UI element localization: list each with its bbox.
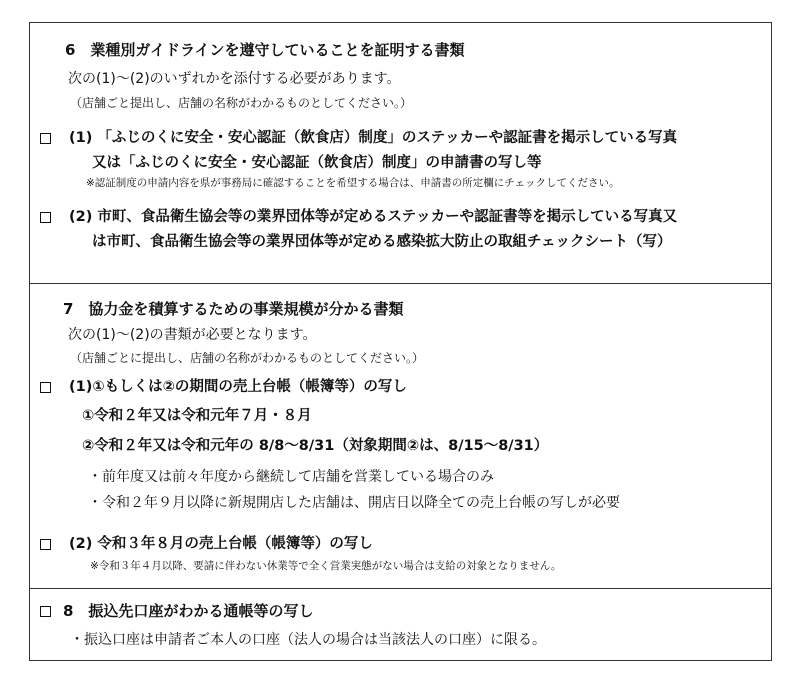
section-7-note: （店舗ごとに提出し、店舗の名称がわかるものとしてください。） bbox=[70, 351, 425, 365]
section-7-item-1-period-1: ①令和２年又は令和元年７月・８月 bbox=[82, 408, 312, 424]
section-7-item-2-checkbox[interactable] bbox=[40, 539, 51, 550]
section-6-item-2-checkbox[interactable] bbox=[40, 212, 51, 223]
section-8-title: 8 振込先口座がわかる通帳等の写し bbox=[63, 602, 314, 620]
section-6-item-1-checkbox[interactable] bbox=[40, 133, 51, 144]
section-6-item-2-line-2: は市町、食品衛生協会等の業界団体等が定める感染拡大防止の取組チェックシート（写） bbox=[92, 234, 672, 250]
section-8-checkbox[interactable] bbox=[40, 606, 51, 617]
section-8-note: ・振込口座は申請者ご本人の口座（法人の場合は当該法人の口座）に限る。 bbox=[70, 632, 546, 648]
section-7-item-1-period-2: ②令和２年又は令和元年の 8/8～8/31（対象期間②は、8/15～8/31） bbox=[82, 438, 549, 454]
section-7-bullet-1: ・前年度又は前々年度から継続して店舗を営業している場合のみ bbox=[88, 469, 494, 485]
section-7-item-2: (2) 令和３年８月の売上台帳（帳簿等）の写し bbox=[69, 536, 373, 552]
section-6-item-1-note: ※認証制度の申請内容を県が事務局に確認することを希望する場合は、申請書の所定欄にチェックしてください。 bbox=[86, 177, 620, 189]
section-8-box bbox=[29, 588, 772, 661]
section-6-note: （店舗ごと提出し、店舗の名称がわかるものとしてください。） bbox=[70, 96, 413, 110]
section-7-bullet-2: ・令和２年９月以降に新規開店した店舗は、開店日以降全ての売上台帳の写しが必要 bbox=[88, 495, 620, 511]
section-7-title: 7 協力金を積算するための事業規模が分かる書類 bbox=[63, 300, 404, 318]
section-7-item-1-checkbox[interactable] bbox=[40, 382, 51, 393]
section-6-title: 6 業種別ガイドラインを遵守していることを証明する書類 bbox=[65, 41, 465, 59]
section-6-item-1-line-1: (1) 「ふじのくに安全・安心認証（飲食店）制度」のステッカーや認証書を掲示している写真 bbox=[69, 130, 678, 146]
section-6-item-1-line-2: 又は「ふじのくに安全・安心認証（飲食店）制度」の申請書の写し等 bbox=[92, 155, 542, 171]
section-7-item-1: (1)①もしくは②の期間の売上台帳（帳簿等）の写し bbox=[69, 379, 407, 395]
section-6-item-2-line-1: (2) 市町、食品衛生協会等の業界団体等が定めるステッカーや認証書等を掲示している写真又 bbox=[69, 209, 678, 225]
section-7-intro: 次の(1)～(2)の書類が必要となります。 bbox=[68, 327, 317, 343]
section-7-item-2-note: ※令和３年４月以降、要請に伴わない休業等で全く営業実態がない場合は支給の対象となりません。 bbox=[90, 560, 562, 572]
section-6-intro: 次の(1)～(2)のいずれかを添付する必要があります。 bbox=[68, 71, 401, 87]
